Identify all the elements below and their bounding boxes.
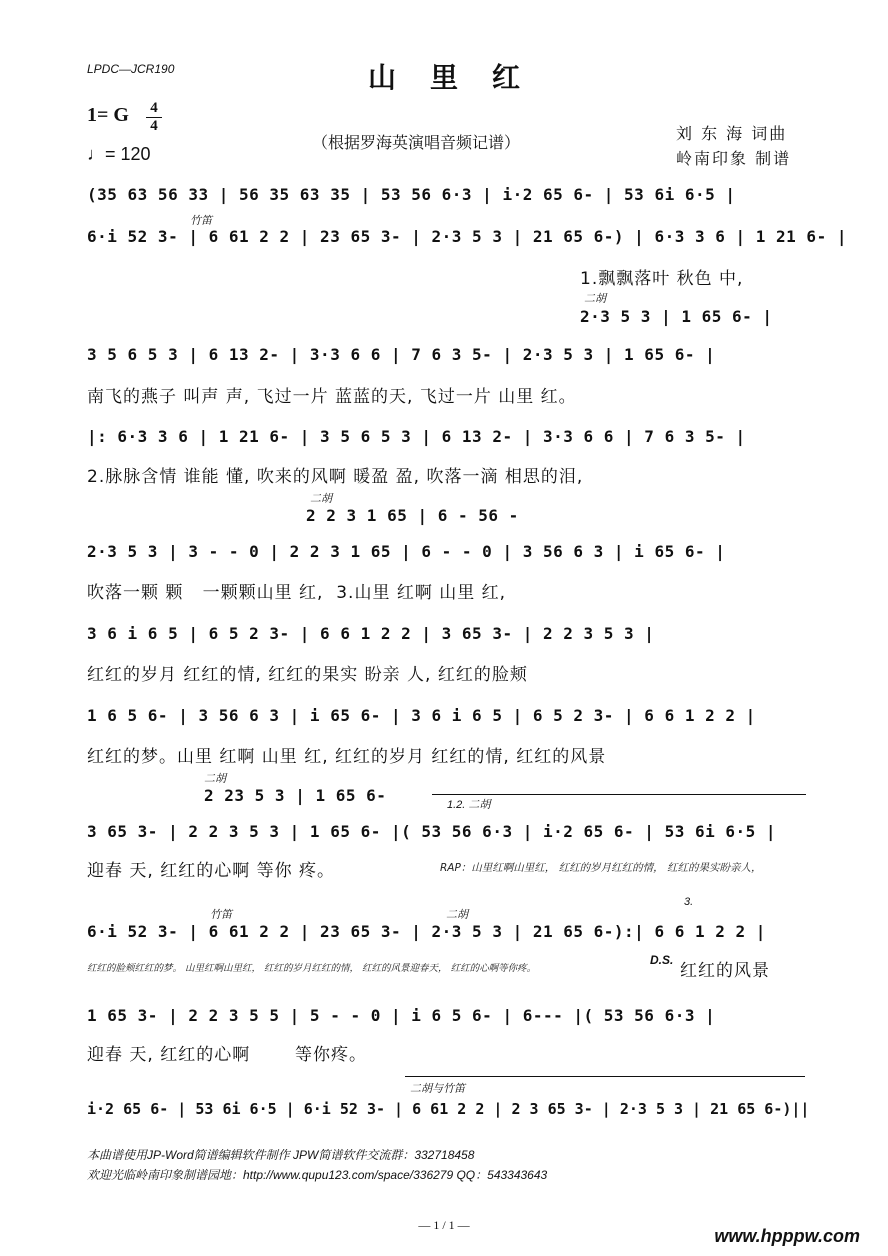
- notation-line-10: 6·i 52 3- | 6 61 2 2 | 23 65 3- | 2·3 5 3 | 21 65 6-):| 6 6 1 2 2 |: [87, 922, 766, 941]
- notation-line-6: 2·3 5 3 | 3 - - 0 | 2 2 3 1 65 | 6 - - 0 | 3 56 6 3 | i 65 6- |: [87, 542, 726, 561]
- footer-software: 本曲谱使用JP-Word简谱编辑软件制作 JPW简谱软件交流群：332718458: [87, 1148, 475, 1162]
- notation-line-12: i·2 65 6- | 53 6i 6·5 | 6·i 52 3- | 6 61 2 2 | 2 3 65 3- | 2·3 5 3 | 21 65 6-)||: [87, 1100, 810, 1118]
- notation-line-4: 3 5 6 5 3 | 6 13 2- | 3·3 6 6 | 7 6 3 5- | 2·3 5 3 | 1 65 6- |: [87, 345, 716, 364]
- instrument-tag-erhu: 二胡: [446, 909, 468, 921]
- song-title: 山里红: [367, 61, 554, 94]
- lyric-line-9: 迎春 天, 红红的心啊 等你疼。: [87, 1045, 368, 1065]
- instrument-tag-erhu: 二胡: [584, 293, 606, 305]
- notation-line-11: 1 65 3- | 2 2 3 5 5 | 5 - - 0 | i 6 5 6- | 6--- |( 53 56 6·3 |: [87, 1006, 716, 1025]
- instrument-tag-both: 二胡与竹笛: [410, 1083, 465, 1095]
- notation-line-8: 1 6 5 6- | 3 56 6 3 | i 65 6- | 3 6 i 6 5 | 6 5 2 3- | 6 6 1 2 2 |: [87, 706, 756, 725]
- notation-line-1: (35 63 56 33 | 56 35 63 35 | 53 56 6·3 | i·2 65 6- | 53 6i 6·5 |: [87, 185, 736, 204]
- volta-three-tag: 3.: [684, 896, 694, 908]
- instrument-tag-erhu: 二胡: [310, 493, 332, 505]
- page-number: — 1 / 1 —: [418, 1218, 470, 1232]
- notation-line-9: 3 65 3- | 2 2 3 5 3 | 1 65 6- |( 53 56 6·3 | i·2 65 6- | 53 6i 6·5 |: [87, 822, 777, 841]
- rap-line-1: RAP：山里红啊山里红， 红红的岁月红红的情， 红红的果实盼亲人，: [440, 862, 762, 874]
- notation-line-3-upper: 2·3 5 3 | 1 65 6- |: [580, 307, 773, 326]
- notation-line-5: |: 6·3 3 6 | 1 21 6- | 3 5 6 5 3 | 6 13 2- | 3·3 6 6 | 7 6 3 5- |: [87, 427, 746, 446]
- lyric-line-7: 迎春 天, 红红的心啊 等你 疼。: [87, 861, 336, 881]
- notation-line-9-upper: 2 23 5 3 | 1 65 6-: [204, 786, 387, 805]
- time-signature: [146, 101, 162, 134]
- notation-line-7: 3 6 i 6 5 | 6 5 2 3- | 6 6 1 2 2 | 3 65 3- | 2 2 3 5 3 |: [87, 624, 655, 643]
- key-signature: 1= G: [87, 104, 129, 126]
- meter-top: 4: [150, 100, 158, 116]
- coda-tag: 1.2. 二胡: [447, 799, 491, 811]
- volta-bracket: [432, 794, 806, 795]
- subtitle: （根据罗海英演唱音频记谱）: [312, 133, 521, 152]
- meter-bottom: 4: [150, 118, 158, 134]
- credit-lyrics: 刘 东 海 词曲: [676, 124, 788, 143]
- score-code: LPDC—JCR190: [87, 62, 175, 76]
- footer-website: 欢迎光临岭南印象制谱园地：http://www.qupu123.com/space/336279 QQ：543343643: [87, 1168, 548, 1182]
- rap-line-2: 红红的脸颊红红的梦。 山里红啊山里红， 红红的岁月红红的情， 红红的风景迎春天， 红红的心啊等你疼。: [87, 963, 537, 974]
- site-watermark: www.hpppw.com: [714, 1226, 860, 1246]
- lyric-line-8: 红红的风景: [680, 961, 770, 981]
- lyric-line-1: 1.飘飘落叶 秋色 中,: [580, 269, 744, 289]
- dal-segno-mark: D.S.: [650, 953, 674, 967]
- lyric-line-4: 吹落一颗 颗 一颗颗山里 红, 3.山里 红啊 山里 红,: [87, 583, 507, 603]
- lyric-line-3: 2.脉脉含情 谁能 懂, 吹来的风啊 暖盈 盈, 吹落一滴 相思的泪,: [87, 467, 584, 487]
- instrument-tag-erhu: 二胡: [204, 773, 226, 785]
- instrument-tag-dizi: 竹笛: [190, 215, 212, 227]
- notation-line-6-upper: 2 2 3 1 65 | 6 - 56 -: [306, 506, 519, 525]
- tempo-mark: ♩= 120: [87, 144, 151, 164]
- credit-score: 岭南印象 制谱: [676, 149, 792, 168]
- ensemble-bracket: [405, 1076, 805, 1077]
- lyric-line-5: 红红的岁月 红红的情, 红红的果实 盼亲 人, 红红的脸颊: [87, 665, 528, 685]
- lyric-line-6: 红红的梦。山里 红啊 山里 红, 红红的岁月 红红的情, 红红的风景: [87, 747, 607, 767]
- lyric-line-2: 南飞的燕子 叫声 声, 飞过一片 蓝蓝的天, 飞过一片 山里 红。: [87, 387, 577, 407]
- notation-line-2: 6·i 52 3- | 6 61 2 2 | 23 65 3- | 2·3 5 3 | 21 65 6-) | 6·3 3 6 | 1 21 6- |: [87, 227, 847, 246]
- instrument-tag-dizi: 竹笛: [210, 909, 232, 921]
